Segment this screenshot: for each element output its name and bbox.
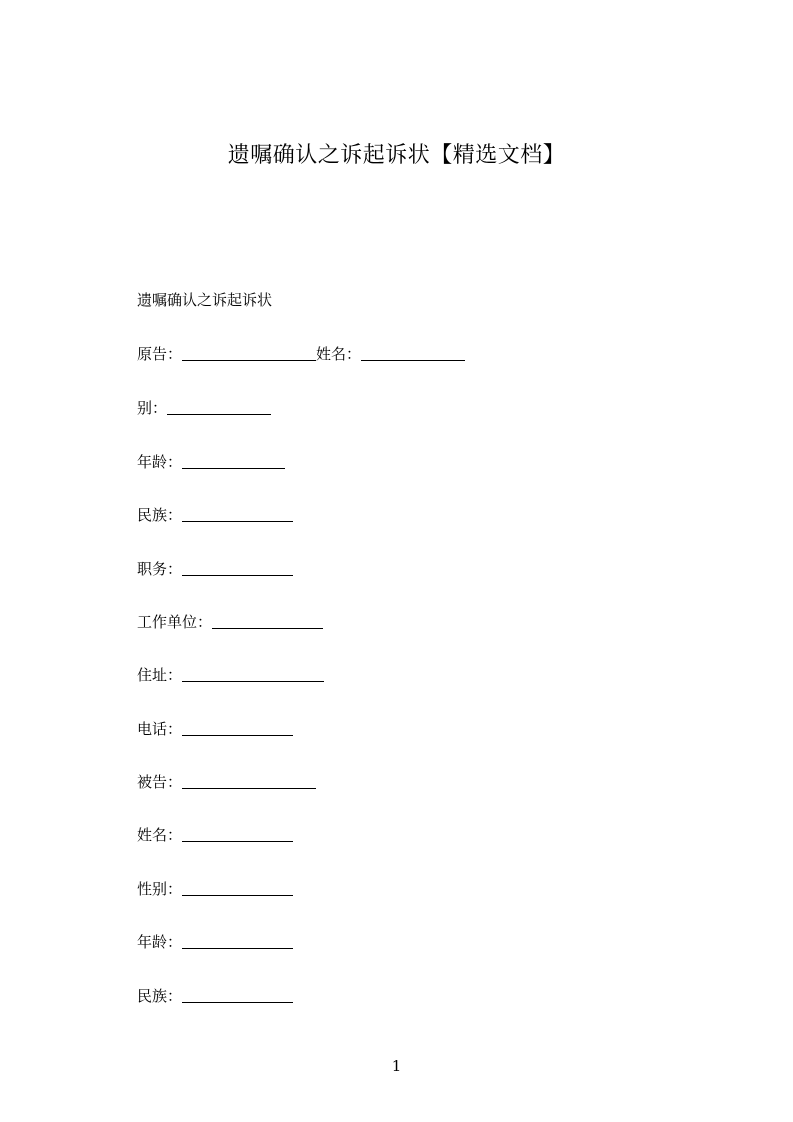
form-line-defendant-name [137,823,293,847]
field-label-defendant-age: 年龄： [137,933,183,951]
form-line-defendant-gender [137,877,293,901]
form-line-defendant-age [137,930,293,954]
blank-defendant-gender [182,880,293,896]
field-label-position: 职务： [137,560,183,578]
blank-address [182,666,324,682]
form-line-gender [137,396,271,420]
document-subtitle: 遗嘱确认之诉起诉状 [137,291,273,309]
page-number: 1 [391,1057,402,1075]
blank-defendant-name [182,826,293,842]
blank-gender [167,399,271,415]
form-line-age [137,450,285,474]
form-line-address [137,663,324,687]
field-label-plaintiff: 原告： [137,345,183,363]
form-line-plaintiff [137,342,465,366]
blank-employer [212,613,323,629]
blank-ethnicity [182,506,293,522]
blank-position [182,560,293,576]
blank-plaintiff [182,345,316,361]
field-label-defendant-gender: 性别： [137,880,183,898]
form-line-defendant-ethnicity [137,984,293,1008]
field-label-phone: 电话： [137,720,183,738]
field-label-defendant: 被告： [137,773,183,791]
form-line-phone [137,717,293,741]
blank-name [361,345,465,361]
field-label-address: 住址： [137,666,183,684]
form-line-employer [137,610,323,634]
blank-phone [182,720,293,736]
field-label-defendant-name: 姓名： [137,826,183,844]
field-label-name: 姓名： [316,345,362,363]
field-label-age: 年龄： [137,453,183,471]
form-line-defendant [137,770,316,794]
blank-age [182,453,285,469]
field-label-gender: 别： [137,399,168,417]
form-line-ethnicity [137,503,293,527]
document-title: 遗嘱确认之诉起诉状【精选文档】 [227,143,566,168]
field-label-ethnicity: 民族： [137,506,183,524]
blank-defendant-age [182,933,293,949]
blank-defendant-ethnicity [182,987,293,1003]
form-line-position [137,557,293,581]
blank-defendant [182,773,316,789]
field-label-employer: 工作单位： [137,613,213,631]
field-label-defendant-ethnicity: 民族： [137,987,183,1005]
